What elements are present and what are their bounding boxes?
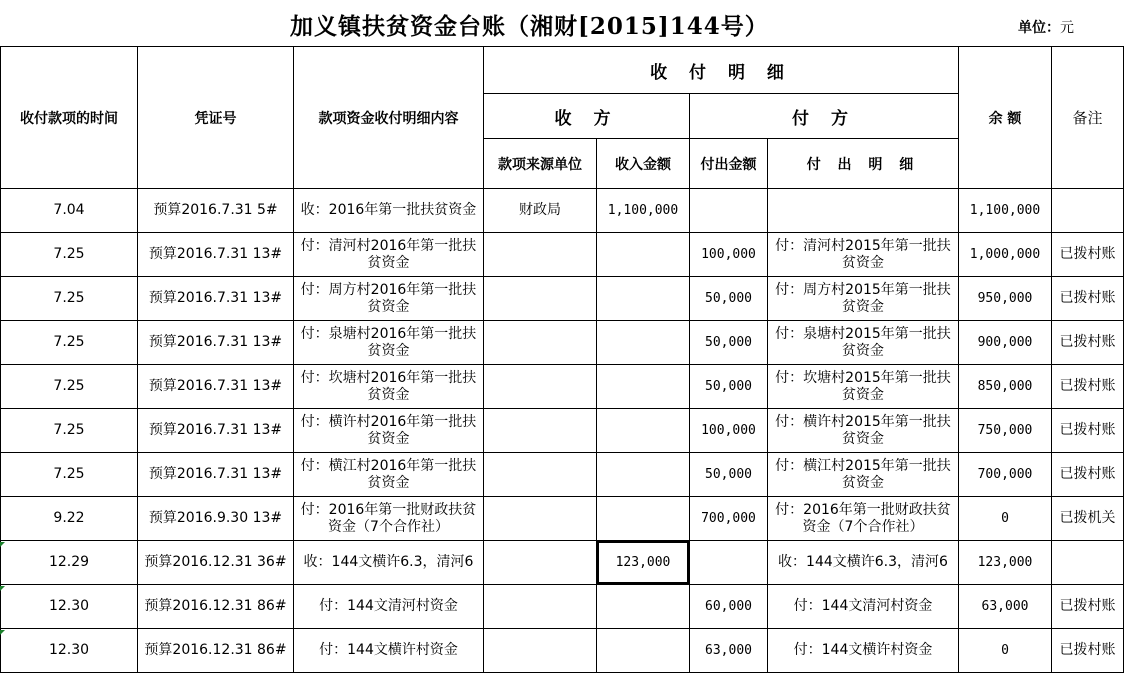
cell-out-amount[interactable]: 50,000 [690, 277, 768, 321]
table-row [1, 321, 1124, 365]
cell-source[interactable] [484, 321, 597, 365]
table-row [1, 541, 1124, 585]
cell-source[interactable] [484, 629, 597, 673]
cell-content[interactable]: 付：清河村2016年第一批扶贫资金 [294, 233, 484, 277]
cell-out-detail[interactable]: 付：144文清河村资金 [768, 585, 959, 629]
cell-time[interactable]: 7.25 [1, 453, 138, 497]
cell-in-amount[interactable] [597, 365, 690, 409]
header-voucher[interactable]: 凭证号 [138, 47, 294, 189]
header-remark[interactable]: 备注 [1052, 47, 1124, 189]
cell-voucher[interactable]: 预算2016.7.31 13# [138, 409, 294, 453]
cell-remark[interactable]: 已拨村账 [1052, 277, 1124, 321]
cell-in-amount[interactable]: 1,100,000 [597, 189, 690, 233]
cell-time[interactable]: 12.30 [1, 629, 138, 673]
cell-content[interactable]: 收：144文横许6.3，清河6 [294, 541, 484, 585]
cell-content[interactable]: 付：2016年第一批财政扶贫资金（7个合作社） [294, 497, 484, 541]
cell-out-detail[interactable]: 付：坎塘村2015年第一批扶贫资金 [768, 365, 959, 409]
cell-out-amount[interactable]: 50,000 [690, 365, 768, 409]
cell-out-amount[interactable]: 700,000 [690, 497, 768, 541]
header-source[interactable]: 款项来源单位 [484, 139, 597, 189]
unit-value: 元 [1060, 20, 1074, 36]
cell-voucher[interactable]: 预算2016.12.31 86# [138, 629, 294, 673]
cell-source[interactable] [484, 277, 597, 321]
cell-source[interactable] [484, 409, 597, 453]
cell-balance[interactable]: 750,000 [959, 409, 1052, 453]
cell-out-detail[interactable]: 付：周方村2015年第一批扶贫资金 [768, 277, 959, 321]
cell-out-detail[interactable]: 付：泉塘村2015年第一批扶贫资金 [768, 321, 959, 365]
table-row [1, 189, 1124, 233]
cell-voucher[interactable]: 预算2016.7.31 13# [138, 321, 294, 365]
cell-voucher[interactable]: 预算2016.7.31 13# [138, 233, 294, 277]
cell-remark[interactable]: 已拨村账 [1052, 233, 1124, 277]
cell-content[interactable]: 付：周方村2016年第一批扶贫资金 [294, 277, 484, 321]
cell-time[interactable]: 7.25 [1, 409, 138, 453]
sheet-title: 加义镇扶贫资金台账（湘财[2015]144号） [290, 13, 769, 40]
table-row [1, 365, 1124, 409]
cell-remark[interactable]: 已拨村账 [1052, 321, 1124, 365]
cell-in-amount[interactable] [597, 277, 690, 321]
cell-remark[interactable]: 已拨村账 [1052, 365, 1124, 409]
cell-remark[interactable]: 已拨村账 [1052, 409, 1124, 453]
cell-time[interactable]: 7.25 [1, 233, 138, 277]
cell-source[interactable] [484, 541, 597, 585]
cell-content[interactable]: 付：泉塘村2016年第一批扶贫资金 [294, 321, 484, 365]
cell-remark[interactable]: 已拨村账 [1052, 629, 1124, 673]
cell-out-amount[interactable]: 100,000 [690, 233, 768, 277]
cell-out-amount[interactable] [690, 189, 768, 233]
cell-out-amount[interactable]: 50,000 [690, 321, 768, 365]
cell-content[interactable]: 收：2016年第一批扶贫资金 [294, 189, 484, 233]
cell-out-detail[interactable]: 付：2016年第一批财政扶贫资金（7个合作社） [768, 497, 959, 541]
cell-balance[interactable]: 63,000 [959, 585, 1052, 629]
header-time[interactable]: 收付款项的时间 [1, 47, 138, 189]
cell-time[interactable]: 12.29 [1, 541, 138, 585]
cell-in-amount[interactable]: 123,000 [597, 541, 690, 585]
cell-out-detail[interactable]: 收：144文横许6.3，清河6 [768, 541, 959, 585]
ledger-body [1, 189, 1124, 673]
cell-out-detail[interactable]: 付：横许村2015年第一批扶贫资金 [768, 409, 959, 453]
cell-balance[interactable]: 0 [959, 497, 1052, 541]
header-out-amount[interactable]: 付出金额 [690, 139, 768, 189]
cell-in-amount[interactable] [597, 585, 690, 629]
cell-in-amount[interactable] [597, 233, 690, 277]
cell-balance[interactable]: 1,000,000 [959, 233, 1052, 277]
header-out-detail[interactable]: 付 出 明 细 [768, 139, 959, 189]
cell-out-amount[interactable] [690, 541, 768, 585]
cell-voucher[interactable]: 预算2016.12.31 86# [138, 585, 294, 629]
cell-content[interactable]: 付：坎塘村2016年第一批扶贫资金 [294, 365, 484, 409]
cell-time[interactable]: 7.25 [1, 365, 138, 409]
unit-label-text: 单位： [1018, 20, 1060, 36]
cell-out-detail[interactable] [768, 189, 959, 233]
cell-voucher[interactable]: 预算2016.7.31 13# [138, 365, 294, 409]
cell-in-amount[interactable] [597, 497, 690, 541]
cell-remark[interactable]: 已拨机关 [1052, 497, 1124, 541]
cell-out-detail[interactable]: 付：清河村2015年第一批扶贫资金 [768, 233, 959, 277]
cell-balance[interactable]: 1,100,000 [959, 189, 1052, 233]
cell-content[interactable]: 付：144文清河村资金 [294, 585, 484, 629]
cell-voucher[interactable]: 预算2016.12.31 36# [138, 541, 294, 585]
header-content[interactable]: 款项资金收付明细内容 [294, 47, 484, 189]
cell-out-amount[interactable]: 60,000 [690, 585, 768, 629]
cell-balance[interactable]: 850,000 [959, 365, 1052, 409]
cell-source[interactable] [484, 585, 597, 629]
cell-source[interactable] [484, 497, 597, 541]
cell-balance[interactable]: 900,000 [959, 321, 1052, 365]
header-pay[interactable]: 付 方 [690, 94, 959, 139]
cell-remark[interactable] [1052, 189, 1124, 233]
cell-source[interactable]: 财政局 [484, 189, 597, 233]
cell-content[interactable]: 付：144文横许村资金 [294, 629, 484, 673]
cell-voucher[interactable]: 预算2016.9.30 13# [138, 497, 294, 541]
cell-in-amount[interactable] [597, 409, 690, 453]
table-row [1, 277, 1124, 321]
cell-source[interactable] [484, 453, 597, 497]
table-row [1, 629, 1124, 673]
cell-balance[interactable]: 950,000 [959, 277, 1052, 321]
cell-balance[interactable]: 0 [959, 629, 1052, 673]
cell-time[interactable]: 7.25 [1, 321, 138, 365]
cell-voucher[interactable]: 预算2016.7.31 13# [138, 453, 294, 497]
table-row [1, 497, 1124, 541]
cell-content[interactable]: 付：横江村2016年第一批扶贫资金 [294, 453, 484, 497]
cell-time[interactable]: 9.22 [1, 497, 138, 541]
table-row [1, 453, 1124, 497]
cell-out-amount[interactable]: 100,000 [690, 409, 768, 453]
cell-out-amount[interactable]: 63,000 [690, 629, 768, 673]
cell-voucher[interactable]: 预算2016.7.31 13# [138, 277, 294, 321]
cell-balance[interactable]: 123,000 [959, 541, 1052, 585]
table-row [1, 409, 1124, 453]
header-balance[interactable]: 余 额 [959, 47, 1052, 189]
unit-label [1018, 17, 1074, 37]
cell-source[interactable] [484, 365, 597, 409]
table-row [1, 233, 1124, 277]
cell-remark[interactable]: 已拨村账 [1052, 585, 1124, 629]
cell-in-amount[interactable] [597, 321, 690, 365]
cell-balance[interactable]: 700,000 [959, 453, 1052, 497]
header-receive[interactable]: 收 方 [484, 94, 690, 139]
table-row [1, 585, 1124, 629]
cell-time[interactable]: 12.30 [1, 585, 138, 629]
cell-remark[interactable]: 已拨村账 [1052, 453, 1124, 497]
cell-out-detail[interactable]: 付：横江村2015年第一批扶贫资金 [768, 453, 959, 497]
cell-time[interactable]: 7.25 [1, 277, 138, 321]
header-detail[interactable]: 收 付 明 细 [484, 47, 959, 94]
cell-in-amount[interactable] [597, 629, 690, 673]
cell-out-detail[interactable]: 付：144文横许村资金 [768, 629, 959, 673]
cell-remark[interactable] [1052, 541, 1124, 585]
cell-content[interactable]: 付：横许村2016年第一批扶贫资金 [294, 409, 484, 453]
cell-in-amount[interactable] [597, 453, 690, 497]
cell-source[interactable] [484, 233, 597, 277]
cell-time[interactable]: 7.04 [1, 189, 138, 233]
header-in-amount[interactable]: 收入金额 [597, 139, 690, 189]
cell-voucher[interactable]: 预算2016.7.31 5# [138, 189, 294, 233]
ledger-table [0, 46, 1124, 673]
cell-out-amount[interactable]: 50,000 [690, 453, 768, 497]
